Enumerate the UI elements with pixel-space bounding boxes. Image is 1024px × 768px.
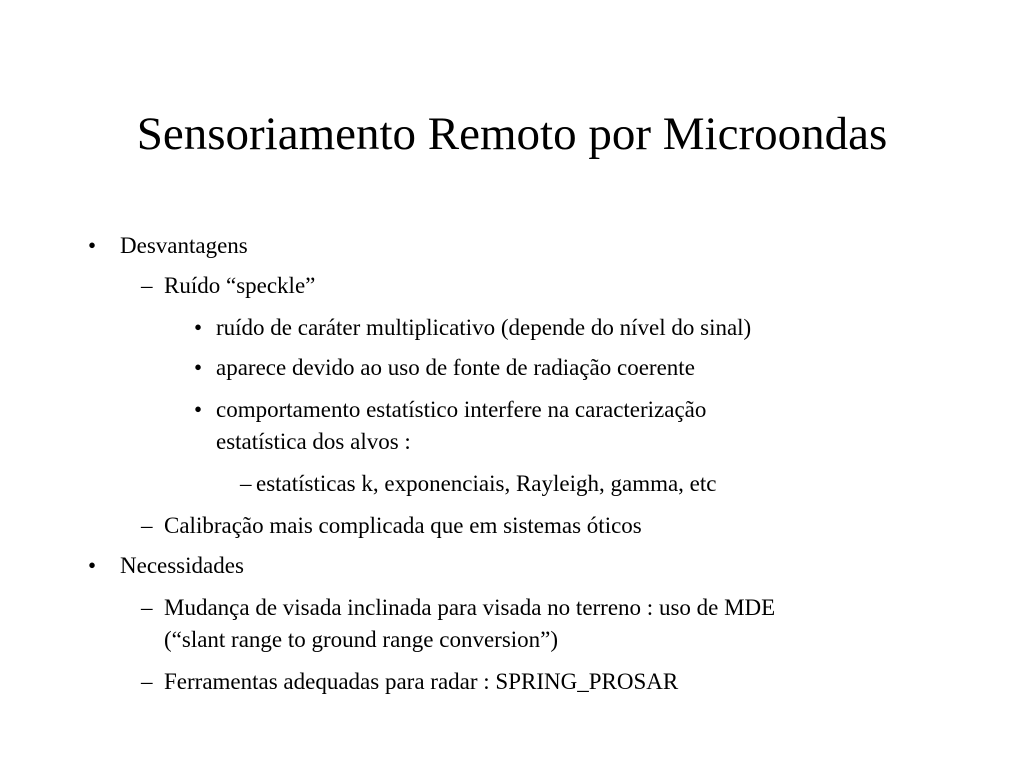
subsubsubitem-estatisticas: estatísticas k, exponenciais, Rayleigh, gamma, etc <box>256 471 717 496</box>
bullet-desvantagens: Desvantagens <box>120 233 248 258</box>
subitem-ferramentas: Ferramentas adequadas para radar : SPRING_PROSAR <box>164 669 679 694</box>
dash-marker: – <box>141 513 153 538</box>
dash-marker: – <box>240 471 252 496</box>
subitem-ruido-speckle: Ruído “speckle” <box>164 273 316 298</box>
dash-marker: – <box>141 669 153 694</box>
slide-title: Sensoriamento Remoto por Microondas <box>136 108 888 160</box>
dash-marker: – <box>141 273 153 298</box>
subsubitem-comportamento-estatistico: comportamento estatístico interfere na caracterização <box>216 397 707 422</box>
subitem-calibracao: Calibração mais complicada que em sistemas óticos <box>164 513 642 538</box>
subitem-mudanca-visada: Mudança de visada inclinada para visada no terreno : uso de MDE <box>164 595 776 620</box>
bullet-marker: • <box>88 553 97 578</box>
subsubitem-comportamento-estatistico-continuation: estatística dos alvos : <box>216 429 411 454</box>
dash-marker: – <box>141 595 153 620</box>
subsubitem-multiplicativo: ruído de caráter multiplicativo (depende do nível do sinal) <box>216 315 752 340</box>
subitem-mudanca-visada-continuation: (“slant range to ground range conversion”) <box>164 627 559 652</box>
bullet-marker: • <box>194 355 203 380</box>
bullet-marker: • <box>88 233 97 258</box>
bullet-marker: • <box>194 315 203 340</box>
bullet-marker: • <box>194 397 203 422</box>
bullet-necessidades: Necessidades <box>120 553 244 578</box>
subsubitem-radiacao-coerente: aparece devido ao uso de fonte de radiação coerente <box>216 355 695 380</box>
